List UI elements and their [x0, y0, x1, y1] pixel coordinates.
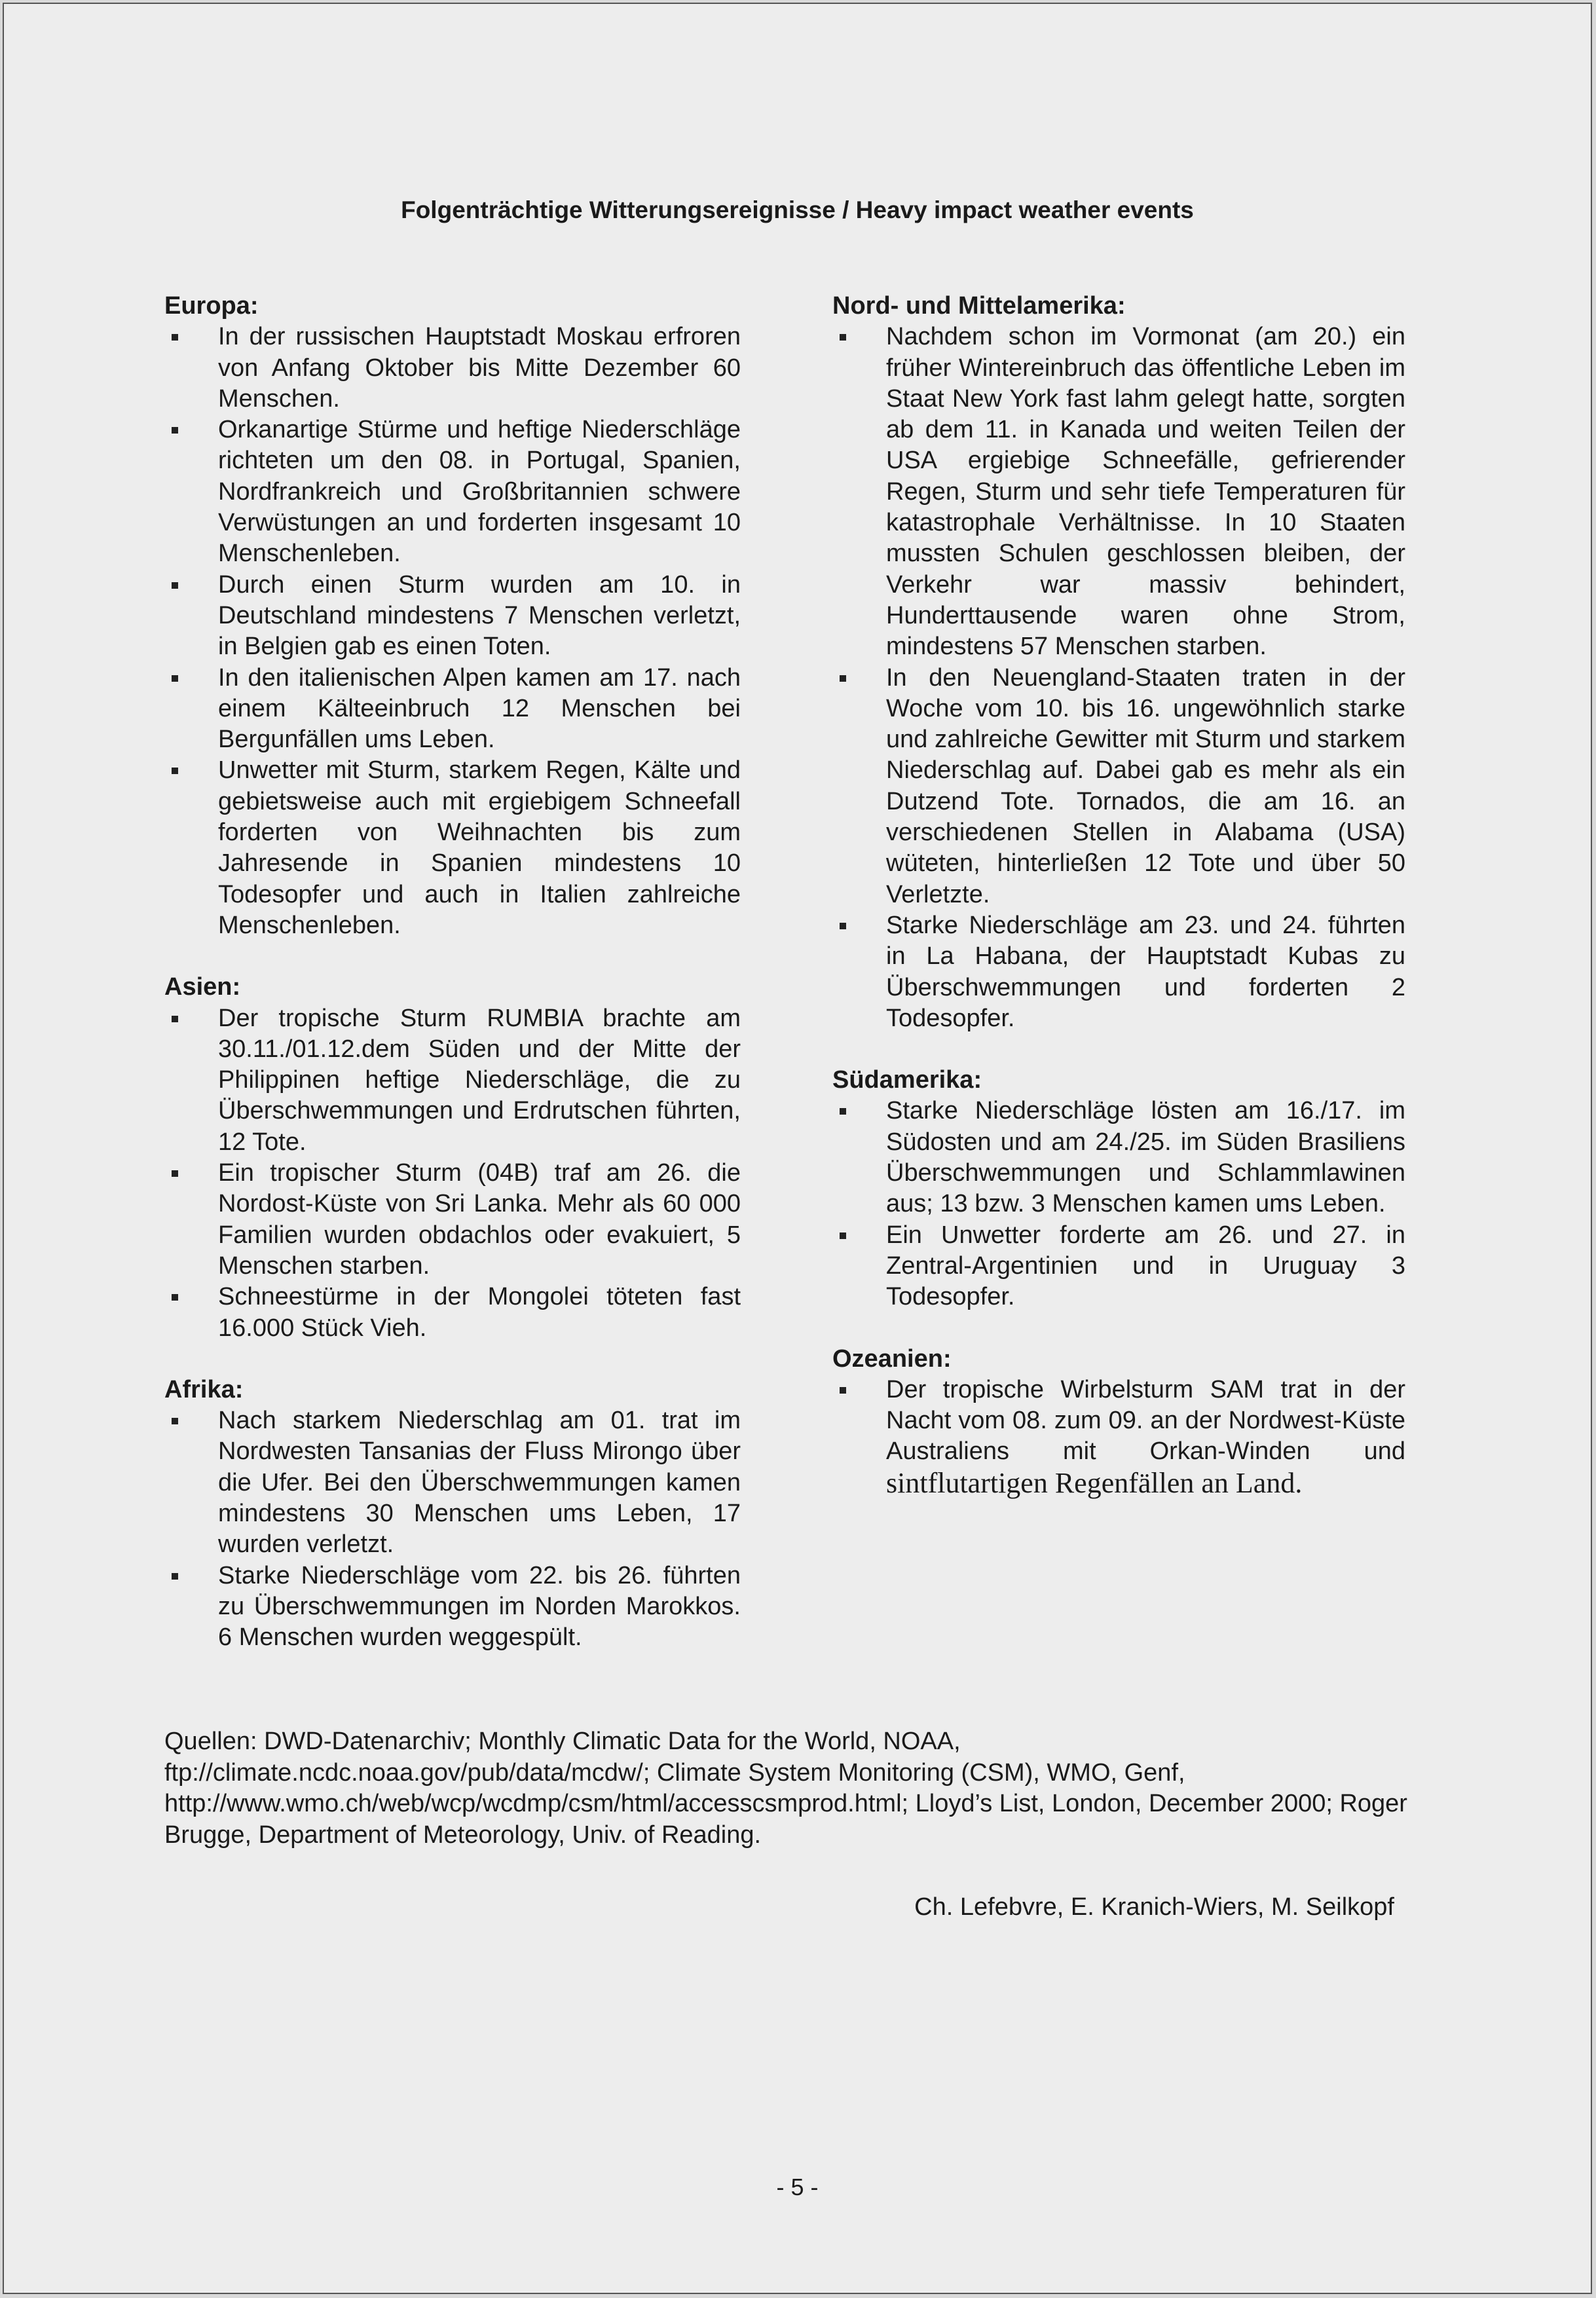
event-list-suedamerika: [832, 1096, 1405, 1312]
section-heading-asien: Asien:: [164, 973, 241, 1001]
list-item: Starke Niederschläge lösten am 16./17. im Südosten und am 24./25. im Süden Brasiliens Überschwemmungen und Schlammlawinen aus; 13 bzw. 3 Menschen kamen ums Leben.: [832, 1096, 1405, 1219]
section-heading-nordamerika: Nord- und Mittelamerika:: [832, 292, 1126, 320]
page-title: Folgenträchtige Witterungsereignisse / Heavy impact weather events: [401, 196, 1194, 223]
authors-line: Ch. Lefebvre, E. Kranich-Wiers, M. Seilkopf: [914, 1893, 1394, 1921]
section-heading-suedamerika: Südamerika:: [832, 1066, 982, 1094]
list-item: [832, 1375, 1405, 1500]
event-list-nordamerika: [832, 322, 1405, 1034]
list-item: In den Neuengland-Staaten traten in der Woche vom 10. bis 16. ungewöhnlich starke und zahlreiche Gewitter mit Sturm und starkem Niederschlag auf. Dabei gab es mehr als ein Dutzend Tote. Tornados, die am 16. an verschiedenen Stellen in Alabama (USA) wüteten, hinterließen 12 Tote und über 50 Verletzte.: [832, 663, 1405, 910]
left-column: [164, 291, 741, 1684]
event-list-europa: [164, 322, 741, 941]
list-item-text-serif: sintflutartigen Regenfällen an Land.: [886, 1466, 1303, 1499]
sources-paragraph: Quellen: DWD-Datenarchiv; Monthly Climatic Data for the World, NOAA, ftp://climate.ncdc.noaa.gov/pub/data/mcdw/; Climate System Monitoring (CSM), WMO, Genf, http://www.wmo.ch/web/wcp/wcdmp/csm/html/accesscsmprod.html; Lloyd’s List, London, December 2000; Roger Brugge, Department of Meteorology, Univ. of Reading.: [164, 1728, 1407, 1849]
section-nordamerika: [832, 291, 1405, 1034]
list-item: Durch einen Sturm wurden am 10. in Deutschland mindestens 7 Menschen verletzt, in Belgien gab es einen Toten.: [164, 570, 741, 663]
list-item-text: Der tropische Wirbelsturm SAM trat in der Nacht vom 08. zum 09. an der Nordwest-Küste Australiens mit Orkan-Winden und: [886, 1375, 1405, 1466]
list-item: Starke Niederschläge am 23. und 24. führten in La Habana, der Hauptstadt Kubas zu Überschwemmungen und forderten 2 Todesopfer.: [832, 910, 1405, 1034]
document-page: [3, 3, 1592, 2294]
event-list-ozeanien: [832, 1375, 1405, 1500]
right-column: [832, 291, 1405, 1531]
list-item: Schneestürme in der Mongolei töteten fast 16.000 Stück Vieh.: [164, 1282, 741, 1344]
page-number: - 5 -: [776, 2174, 819, 2200]
list-item: In den italienischen Alpen kamen am 17. nach einem Kälteeinbruch 12 Menschen bei Bergunfällen ums Leben.: [164, 663, 741, 756]
list-item: Unwetter mit Sturm, starkem Regen, Kälte und gebietsweise auch mit ergiebigem Schneefall forderten von Weihnachten bis zum Jahresende in Spanien mindestens 10 Todesopfer und auch in Italien zahlreiche Menschenleben.: [164, 755, 741, 941]
event-list-asien: [164, 1003, 741, 1344]
event-list-afrika: [164, 1405, 741, 1653]
list-item: In der russischen Hauptstadt Moskau erfroren von Anfang Oktober bis Mitte Dezember 60 Menschen.: [164, 322, 741, 415]
list-item: Starke Niederschläge vom 22. bis 26. führten zu Überschwemmungen im Norden Marokkos. 6 Menschen wurden weggespült.: [164, 1561, 741, 1654]
section-heading-afrika: Afrika:: [164, 1375, 244, 1403]
section-heading-europa: Europa:: [164, 292, 259, 320]
section-suedamerika: [832, 1065, 1405, 1312]
section-afrika: [164, 1375, 741, 1654]
list-item: Nachdem schon im Vormonat (am 20.) ein früher Wintereinbruch das öffentliche Leben im Staat New York fast lahm gelegt hatte, sorgten ab dem 11. in Kanada und weiten Teilen der USA ergiebige Schneefälle, gefrierender Regen, Sturm und sehr tiefe Temperaturen für katastrophale Verhältnisse. In 10 Staaten mussten Schulen geschlossen bleiben, der Verkehr war massiv behindert, Hunderttausende waren ohne Strom, mindestens 57 Menschen starben.: [832, 322, 1405, 662]
list-item: Ein tropischer Sturm (04B) traf am 26. die Nordost-Küste von Sri Lanka. Mehr als 60 000 Familien wurden obdachlos oder evakuiert, 5 Menschen starben.: [164, 1158, 741, 1282]
list-item: Orkanartige Stürme und heftige Niederschläge richteten um den 08. in Portugal, Spanien, Nordfrankreich und Großbritannien schwere Verwüstungen an und forderten insgesamt 10 Menschenleben.: [164, 415, 741, 569]
list-item: Nach starkem Niederschlag am 01. trat im Nordwesten Tansanias der Fluss Mirongo über die Ufer. Bei den Überschwemmungen kamen mindestens 30 Menschen ums Leben, 17 wurden verletzt.: [164, 1405, 741, 1560]
list-item: Der tropische Sturm RUMBIA brachte am 30.11./01.12.dem Süden und der Mitte der Philippinen heftige Niederschläge, die zu Überschwemmungen und Erdrutschen führten, 12 Tote.: [164, 1003, 741, 1158]
section-ozeanien: [832, 1344, 1405, 1500]
list-item: Ein Unwetter forderte am 26. und 27. in Zentral-Argentinien und in Uruguay 3 Todesopfer.: [832, 1220, 1405, 1313]
section-europa: [164, 291, 741, 941]
section-heading-ozeanien: Ozeanien:: [832, 1344, 952, 1373]
section-asien: [164, 972, 741, 1344]
